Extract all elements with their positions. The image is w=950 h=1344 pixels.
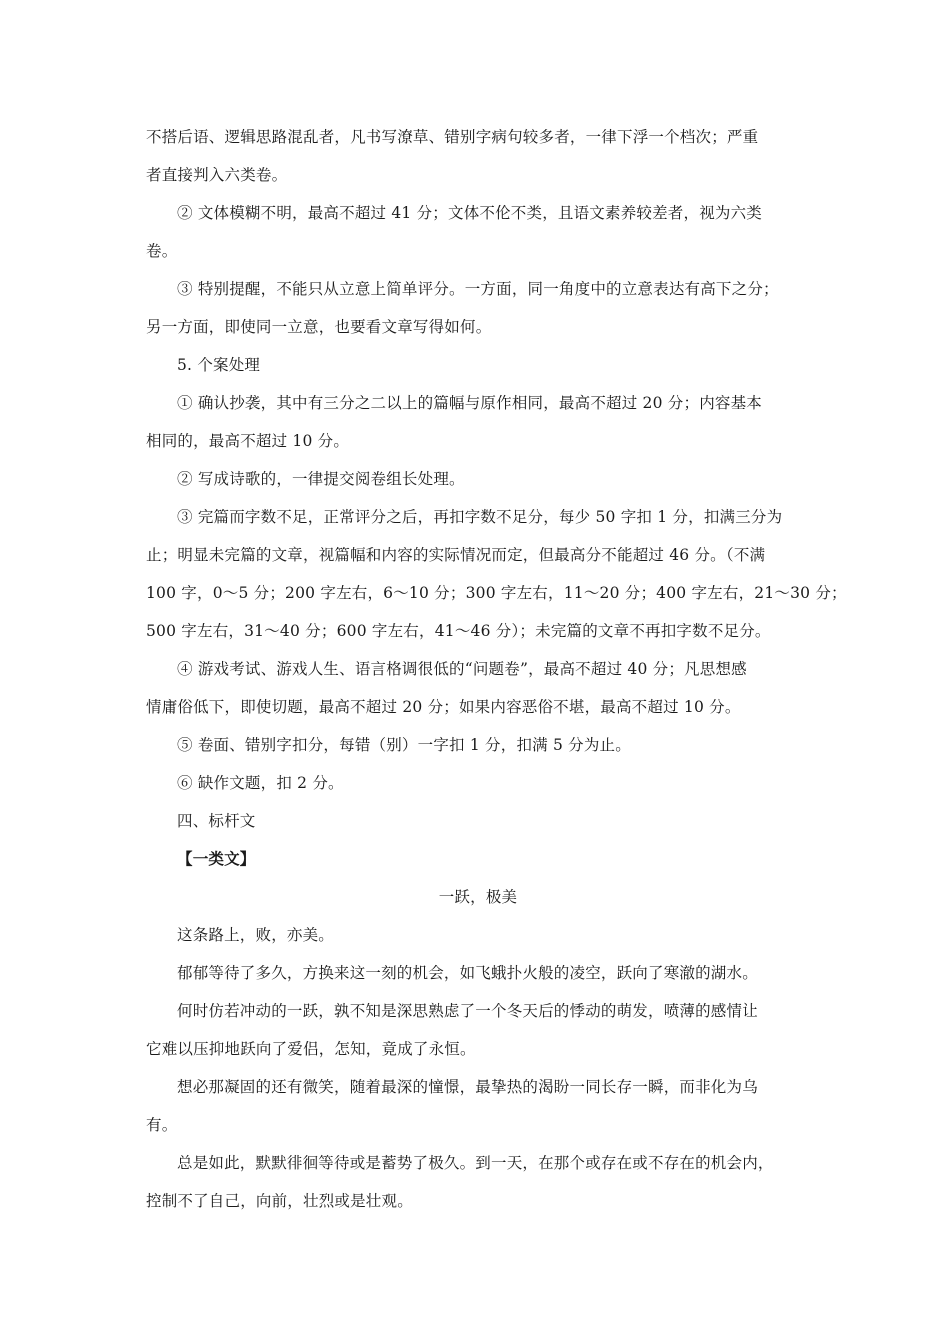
essay-line-5: 想必那凝固的还有微笑，随着最深的憧憬，最挚热的渴盼一同长存一瞬，而非化为乌 (177, 1078, 758, 1096)
text-line-16: 情庸俗低下，即使切题，最高不超过 20 分；如果内容恶俗不堪，最高不超过 10 分。 (146, 698, 741, 716)
text-line-8: ① 确认抄袭，其中有三分之二以上的篇幅与原作相同，最高不超过 20 分；内容基本 (177, 394, 763, 412)
text-line-17: ⑤ 卷面、错别字扣分，每错（别）一字扣 1 分，扣满 5 分为止。 (177, 736, 631, 754)
section-heading-case-handling: 5. 个案处理 (177, 356, 261, 374)
essay-title: 一跃，极美 (438, 888, 518, 906)
text-line-13: 100 字，0～5 分；200 字左右，6～10 分；300 字左右，11～20 分；400 字左右，21～30 分； (146, 584, 847, 602)
section-heading-benchmark: 四、标杆文 (177, 812, 256, 830)
essay-line-1: 这条路上，败，亦美。 (177, 926, 335, 944)
document-body (146, 118, 847, 1220)
essay-line-8: 控制不了自己，向前，壮烈或是壮观。 (146, 1192, 413, 1210)
text-line-10: ② 写成诗歌的，一律提交阅卷组长处理。 (177, 470, 465, 488)
text-line-18: ⑥ 缺作文题，扣 2 分。 (177, 774, 344, 792)
category-label: 【一类文】 (177, 849, 256, 868)
essay-line-3: 何时仿若冲动的一跃，孰不知是深思熟虑了一个冬天后的悸动的萌发，喷薄的感情让 (177, 1002, 758, 1020)
text-line-15: ④ 游戏考试、游戏人生、语言格调很低的“问题卷”，最高不超过 40 分；凡思想感 (177, 660, 747, 678)
text-line-12: 止；明显未完篇的文章，视篇幅和内容的实际情况而定，但最高分不能超过 46 分。（不满 (146, 546, 766, 564)
essay-line-4: 它难以压抑地跃向了爱侣，怎知，竟成了永恒。 (146, 1040, 476, 1058)
text-line-11: ③ 完篇而字数不足，正常评分之后，再扣字数不足分，每少 50 字扣 1 分，扣满三分为 (177, 508, 783, 526)
text-line-4: 卷。 (146, 242, 178, 260)
text-line-6: 另一方面，即使同一立意，也要看文章写得如何。 (146, 318, 492, 336)
text-line-9: 相同的，最高不超过 10 分。 (146, 432, 350, 450)
text-line-14: 500 字左右，31～40 分；600 字左右，41～46 分）；未完篇的文章不再扣字数不足分。 (146, 622, 771, 640)
text-line-5: ③ 特别提醒，不能只从立意上简单评分。一方面，同一角度中的立意表达有高下之分； (177, 280, 779, 298)
text-line-1: 不搭后语、逻辑思路混乱者，凡书写潦草、错别字病句较多者，一律下浮一个档次；严重 (146, 128, 759, 146)
essay-line-6: 有。 (146, 1116, 178, 1134)
text-line-3: ② 文体模糊不明，最高不超过 41 分；文体不伦不类，且语文素养较差者，视为六类 (177, 204, 763, 222)
essay-line-2: 郁郁等待了多久，方换来这一刻的机会，如飞蛾扑火般的凌空，跃向了寒澈的湖水。 (177, 964, 758, 982)
essay-line-7: 总是如此，默默徘徊等待或是蓄势了极久。到一天，在那个或存在或不存在的机会内， (177, 1154, 774, 1172)
text-line-2: 者直接判入六类卷。 (146, 166, 288, 184)
